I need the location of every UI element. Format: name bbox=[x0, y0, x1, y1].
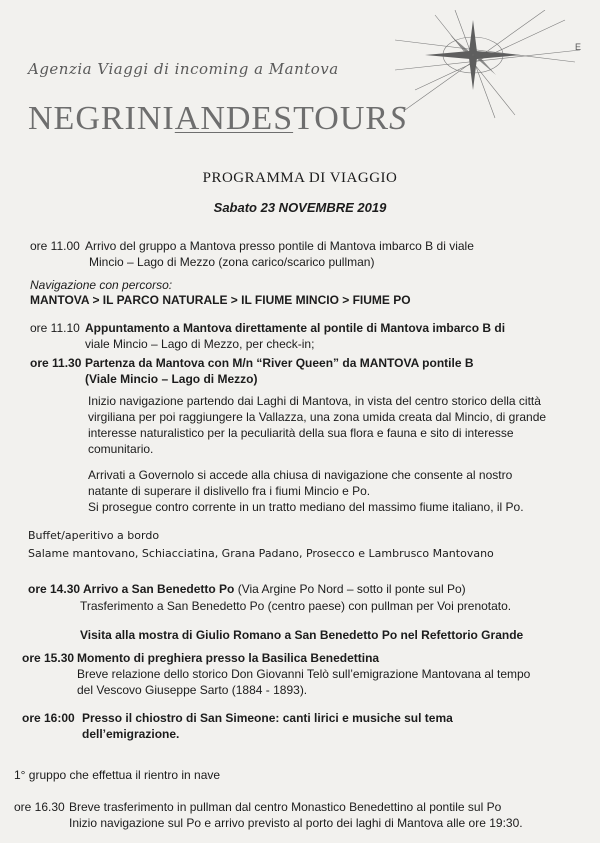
item-1430-line2: Trasferimento a San Benedetto Po (centro paese) con pullman per Voi prenotato. bbox=[80, 599, 512, 613]
brand-part-andes: ANDES bbox=[174, 100, 294, 137]
paragraph2-line: Si prosegue contro corrente in un tratto mediano del massimo fiume italiano, il Po. bbox=[88, 500, 524, 514]
group-note: 1° gruppo che effettua il rientro in nave bbox=[14, 768, 221, 782]
item-time: ore 11.30 bbox=[30, 356, 82, 370]
program-title: PROGRAMMA DI VIAGGIO bbox=[202, 170, 398, 186]
item-1130-line2: (Viale Mincio – Lago di Mezzo) bbox=[85, 372, 258, 386]
item-time: ore 11.00 bbox=[30, 239, 80, 253]
item-1630-line2: Inizio navigazione sul Po e arrivo previsto al porto dei laghi di Mantova alle ore 19:30. bbox=[69, 816, 523, 830]
item-1100-line2: Mincio – Lago di Mezzo (zona carico/scarico pullman) bbox=[89, 255, 375, 269]
item-time: ore 16:00 bbox=[22, 711, 75, 725]
item-1430-line3: Visita alla mostra di Giulio Romano a San Benedetto Po nel Refettorio Grande bbox=[80, 628, 524, 642]
paragraph1-line: comunitario. bbox=[88, 442, 154, 456]
item-line: Arrivo del gruppo a Mantova presso pontile di Mantova imbarco B di viale bbox=[85, 239, 474, 253]
navigation-label: Navigazione con percorso: bbox=[30, 278, 173, 292]
buffet-label: Buffet/aperitivo a bordo bbox=[28, 529, 160, 542]
item-1130 bbox=[30, 355, 474, 371]
brand-part-s: S bbox=[389, 100, 408, 137]
item-line-rest: (Via Argine Po Nord – sotto il ponte sul Po) bbox=[234, 582, 466, 596]
item-time: ore 11.10 bbox=[30, 321, 80, 335]
item-line: Presso il chiostro di San Simeone: canti lirici e musiche sul tema bbox=[82, 711, 453, 725]
paragraph2-line: Arrivati a Governolo si accede alla chiusa di navigazione che consente al nostro bbox=[88, 468, 513, 482]
compass-rose-icon bbox=[395, 10, 585, 120]
paragraph2-line: natante di superare il dislivello fra i fiumi Mincio e Po. bbox=[88, 484, 371, 498]
item-1110 bbox=[30, 320, 505, 336]
margin-mark: E bbox=[575, 42, 582, 52]
brand-part-tour: TOUR bbox=[293, 100, 390, 137]
paragraph1-line: Inizio navigazione partendo dai Laghi di Mantova, in vista del centro storico della città bbox=[88, 394, 541, 408]
paragraph1-line: virgiliana per poi raggiungere la Vallazza, una zona umida creata dal Mincio, di grande bbox=[88, 410, 547, 424]
item-line-bold: Arrivo a San Benedetto Po bbox=[83, 582, 235, 596]
item-time: ore 16.30 bbox=[14, 800, 65, 814]
item-1630 bbox=[14, 799, 501, 815]
item-1530-line2: Breve relazione dello storico Don Giovanni Telò sull’emigrazione Mantovana al tempo bbox=[77, 667, 531, 681]
item-1600 bbox=[22, 710, 453, 726]
item-1430 bbox=[28, 581, 466, 597]
agency-tagline: Agenzia Viaggi di incoming a Mantova bbox=[28, 60, 339, 78]
item-1110-line2: viale Mincio – Lago di Mezzo, per check-in; bbox=[85, 337, 315, 351]
item-time: ore 14.30 bbox=[28, 582, 81, 596]
paragraph1-line: interesse naturalistico per la peculiarità della sua flora e fauna e sito di interesse bbox=[88, 426, 514, 440]
item-time: ore 15.30 bbox=[22, 651, 75, 665]
buffet-menu: Salame mantovano, Schiacciatina, Grana Padano, Prosecco e Lambrusco Mantovano bbox=[28, 547, 494, 560]
brand-part-negrini: NEGRINI bbox=[28, 100, 175, 137]
item-line: Partenza da Mantova con M/n “River Queen” da MANTOVA pontile B bbox=[85, 356, 474, 370]
item-1600-line2: dell’emigrazione. bbox=[82, 727, 180, 741]
item-line: Breve trasferimento in pullman dal centro Monastico Benedettino al pontile sul Po bbox=[69, 800, 502, 814]
item-line: Appuntamento a Mantova direttamente al pontile di Mantova imbarco B di bbox=[85, 321, 506, 335]
item-1530 bbox=[22, 650, 379, 666]
program-date: Sabato 23 NOVEMBRE 2019 bbox=[213, 200, 387, 215]
item-1100 bbox=[30, 238, 474, 254]
item-1530-line3: del Vescovo Giuseppe Sarto (1884 - 1893). bbox=[77, 683, 308, 697]
item-line: Momento di preghiera presso la Basilica Benedettina bbox=[77, 651, 380, 665]
navigation-route: MANTOVA > IL PARCO NATURALE > IL FIUME MINCIO > FIUME PO bbox=[30, 293, 411, 307]
brand-logo bbox=[28, 100, 407, 138]
